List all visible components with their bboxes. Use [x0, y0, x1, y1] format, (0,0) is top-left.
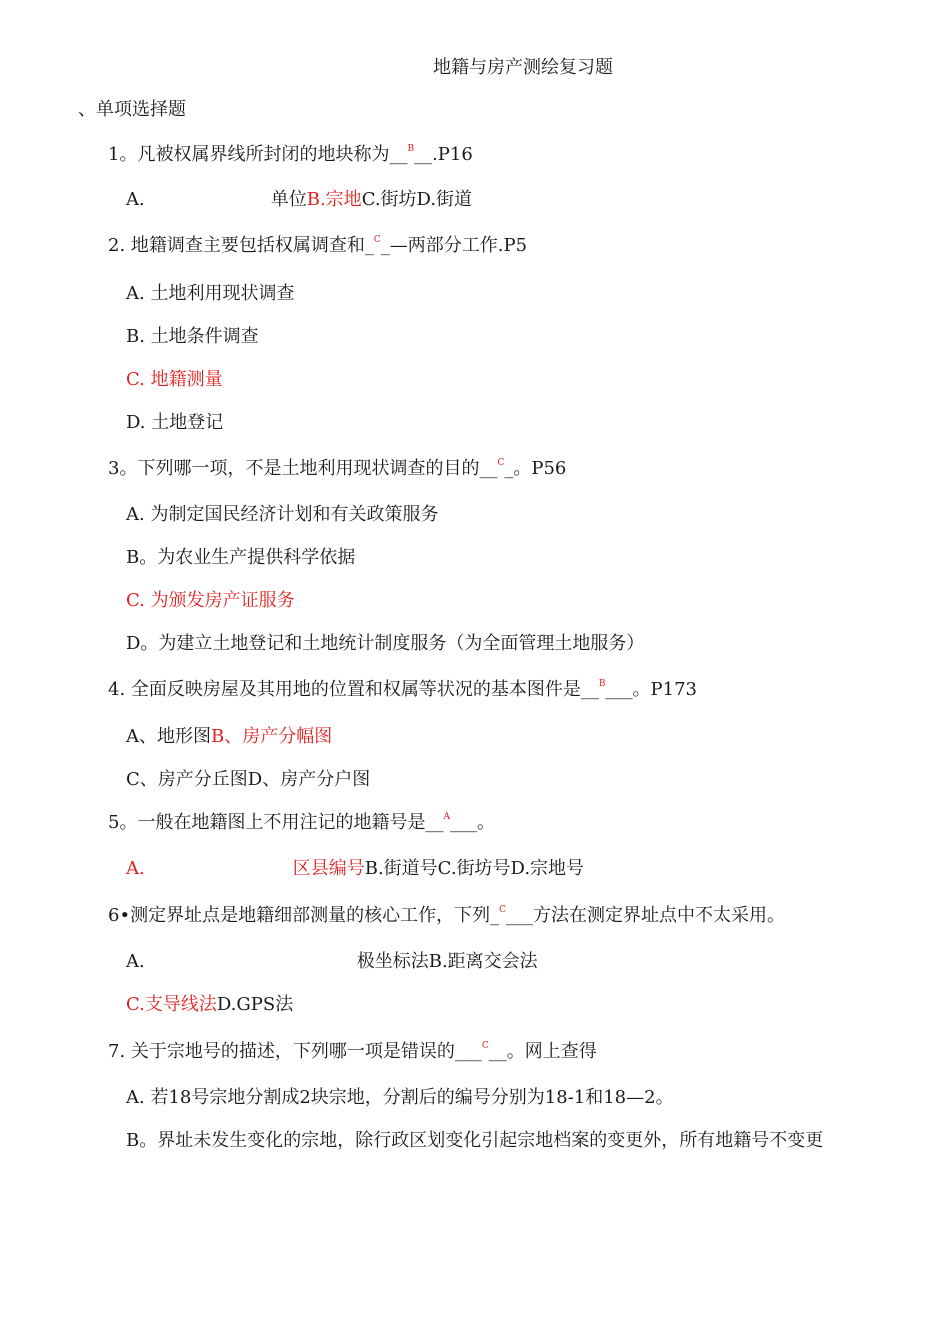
answer-mark: C: [499, 905, 506, 915]
answer-mark: A: [443, 812, 450, 822]
question-2-option-a: A. 土地利用现状调查: [126, 283, 295, 304]
question-5-options: A. 区县编号B.街道号C.街坊号D.宗地号: [126, 858, 585, 879]
correct-option: 区县编号: [292, 858, 365, 879]
question-6-options-ab: A. 极坐标法B.距离交会法: [126, 951, 538, 972]
question-2-option-d: D. 土地登记: [126, 412, 224, 433]
question-4-options-cd: C、房产分丘图D、房产分户图: [126, 769, 371, 790]
answer-mark: B: [598, 679, 606, 689]
question-3-option-b: B。为农业生产提供科学依据: [126, 547, 356, 568]
question-6-options-cd: C.支导线法D.GPS法: [126, 994, 294, 1015]
question-7-option-b: B。界址未发生变化的宗地，除行政区划变化引起宗地档案的变更外，所有地籍号不变更: [126, 1130, 824, 1151]
question-4: 4. 全面反映房屋及其用地的位置和权属等状况的基本图件是__$^B$___。P173: [108, 679, 697, 700]
section-heading: 、单项选择题: [78, 99, 186, 120]
correct-option: B、房产分幅图: [211, 726, 333, 747]
correct-option: B.宗地: [306, 189, 362, 210]
answer-mark: C: [373, 235, 381, 245]
question-1: 1。凡被权属界线所封闭的地块称为__$^B$__.P16: [108, 144, 473, 165]
question-6: 6•测定界址点是地籍细部测量的核心工作，下列_$^C$___方法在测定界址点中不太采用。: [108, 905, 785, 926]
question-3-option-a: A. 为制定国民经济计划和有关政策服务: [126, 504, 439, 525]
question-1-options: A. 单位B.宗地C.街坊D.街道: [126, 189, 473, 210]
question-7: 7. 关于宗地号的描述，下列哪一项是错误的___$^C$__。网上查得: [108, 1041, 597, 1062]
question-3-option-d: D。为建立土地登记和土地统计制度服务（为全面管理土地服务）: [126, 633, 645, 654]
question-3: 3。下列哪一项，不是土地利用现状调查的目的__$^C$_。P56: [108, 458, 567, 479]
question-2: 2. 地籍调查主要包括权属调查和_$^C$_—两部分工作.P5: [108, 235, 528, 256]
question-2-option-b: B. 土地条件调查: [126, 326, 259, 347]
question-2-option-c: C. 地籍测量: [126, 369, 223, 390]
question-3-option-c: C. 为颁发房产证服务: [126, 590, 295, 611]
question-5: 5。一般在地籍图上不用注记的地籍号是__$^A$___。: [108, 812, 495, 833]
page-title: 地籍与房产测绘复习题: [433, 57, 613, 78]
answer-mark: C: [481, 1041, 489, 1051]
correct-option: C.支导线法: [126, 994, 217, 1015]
question-4-options-ab: A、地形图B、房产分幅图: [126, 726, 333, 747]
question-7-option-a: A. 若18号宗地分割成2块宗地，分割后的编号分别为18-1和18—2。: [126, 1087, 674, 1108]
answer-mark: C: [497, 458, 505, 468]
answer-mark: B: [407, 144, 415, 154]
